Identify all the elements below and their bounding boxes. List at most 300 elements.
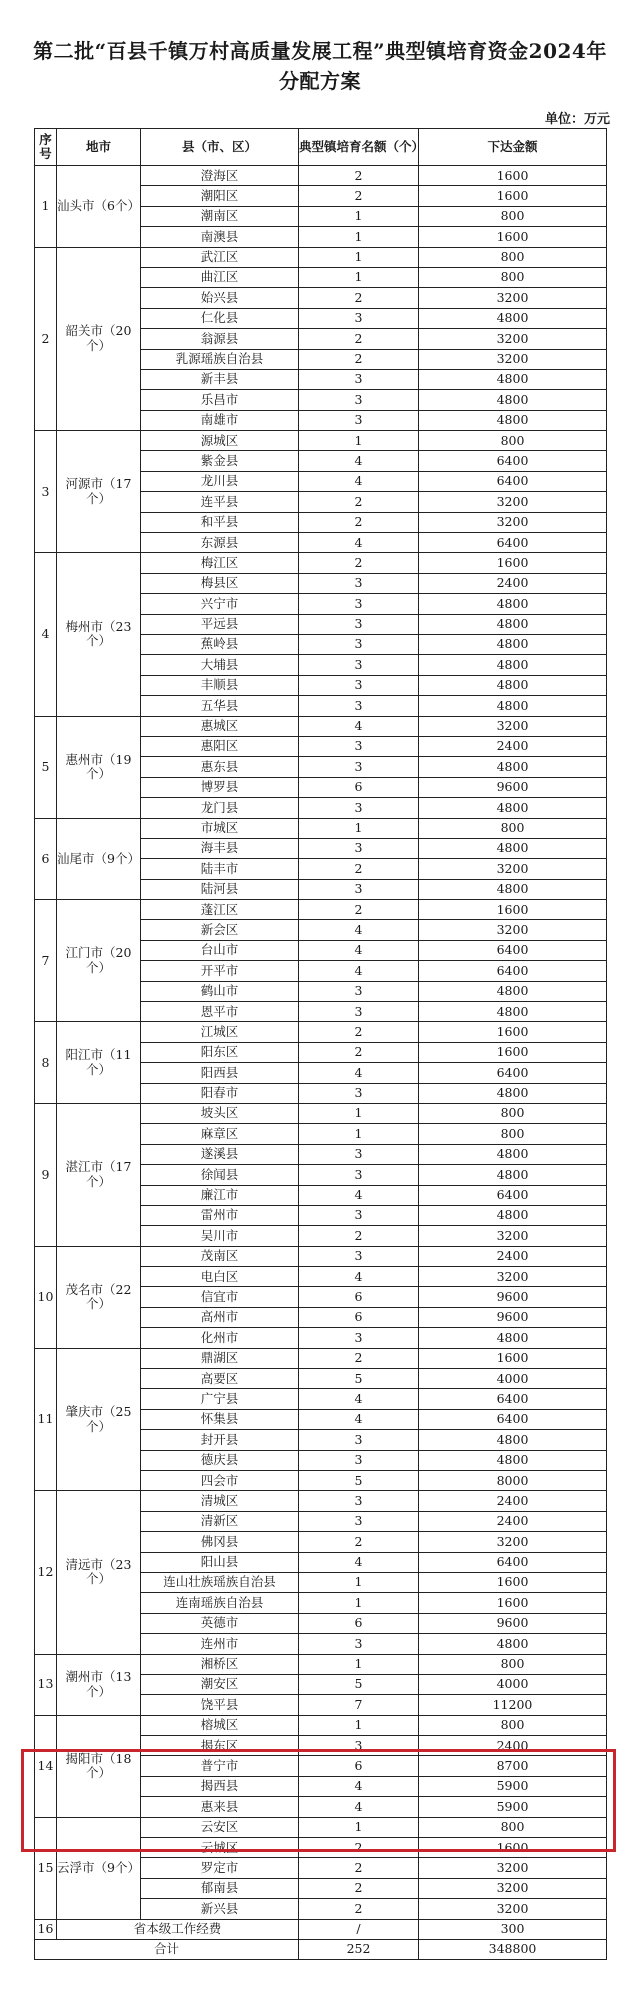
quota-cell: 2 bbox=[299, 1226, 419, 1246]
header-city: 地市 bbox=[57, 129, 141, 166]
quota-cell: 6 bbox=[299, 1307, 419, 1327]
quota-cell: 4 bbox=[299, 1776, 419, 1796]
amount-cell: 9600 bbox=[419, 1287, 607, 1307]
county-cell: 揭西县 bbox=[141, 1776, 299, 1796]
quota-cell: 4 bbox=[299, 471, 419, 491]
county-cell: 阳东区 bbox=[141, 1042, 299, 1062]
county-cell: 鼎湖区 bbox=[141, 1348, 299, 1368]
amount-cell: 3200 bbox=[419, 512, 607, 532]
city-cell: 揭阳市（18个） bbox=[57, 1715, 141, 1817]
amount-cell: 6400 bbox=[419, 1063, 607, 1083]
quota-cell: 1 bbox=[299, 206, 419, 226]
seq-cell: 7 bbox=[35, 900, 57, 1022]
table-row bbox=[35, 1022, 607, 1042]
county-cell: 吴川市 bbox=[141, 1226, 299, 1246]
amount-cell: 4800 bbox=[419, 1165, 607, 1185]
highlight-box-jieyang bbox=[21, 1749, 616, 1852]
county-cell: 始兴县 bbox=[141, 288, 299, 308]
amount-cell: 4800 bbox=[419, 879, 607, 899]
quota-cell: 1 bbox=[299, 1715, 419, 1735]
county-cell: 乳源瑶族自治县 bbox=[141, 349, 299, 369]
quota-cell: 1 bbox=[299, 431, 419, 451]
quota-cell: 2 bbox=[299, 512, 419, 532]
county-cell: 揭东区 bbox=[141, 1736, 299, 1756]
amount-cell: 1600 bbox=[419, 1593, 607, 1613]
amount-cell: 4800 bbox=[419, 675, 607, 695]
quota-cell: 3 bbox=[299, 1165, 419, 1185]
amount-cell: 800 bbox=[419, 247, 607, 267]
quota-cell: 4 bbox=[299, 1797, 419, 1817]
amount-cell: 4800 bbox=[419, 1450, 607, 1470]
quota-cell: 3 bbox=[299, 573, 419, 593]
amount-cell: 3200 bbox=[419, 716, 607, 736]
county-cell: 廉江市 bbox=[141, 1185, 299, 1205]
total-row bbox=[35, 1939, 607, 1959]
amount-cell: 3200 bbox=[419, 859, 607, 879]
quota-cell: 3 bbox=[299, 634, 419, 654]
quota-cell: 3 bbox=[299, 1511, 419, 1531]
table-row bbox=[35, 1654, 607, 1674]
quota-cell: 3 bbox=[299, 1450, 419, 1470]
amount-cell: 4800 bbox=[419, 369, 607, 389]
county-cell: 阳春市 bbox=[141, 1083, 299, 1103]
amount-cell: 6400 bbox=[419, 940, 607, 960]
quota-cell: 3 bbox=[299, 798, 419, 818]
quota-cell: 3 bbox=[299, 1328, 419, 1348]
header-seq: 序号 bbox=[35, 129, 57, 166]
quota-cell: 2 bbox=[299, 1042, 419, 1062]
table-row bbox=[35, 1348, 607, 1368]
city-cell: 河源市（17个） bbox=[57, 431, 141, 553]
table-row bbox=[35, 166, 607, 186]
county-cell: 恩平市 bbox=[141, 1002, 299, 1022]
county-cell: 连南瑶族自治县 bbox=[141, 1593, 299, 1613]
county-cell: 蓬江区 bbox=[141, 900, 299, 920]
quota-cell: 4 bbox=[299, 451, 419, 471]
quota-cell: 4 bbox=[299, 1389, 419, 1409]
county-cell: 龙川县 bbox=[141, 471, 299, 491]
quota-cell: 4 bbox=[299, 1063, 419, 1083]
quota-cell: 4 bbox=[299, 961, 419, 981]
county-cell: 五华县 bbox=[141, 696, 299, 716]
county-cell: 潮阳区 bbox=[141, 186, 299, 206]
seq-cell: 13 bbox=[35, 1654, 57, 1715]
table-header-row bbox=[35, 129, 607, 166]
county-cell: 连州市 bbox=[141, 1634, 299, 1654]
county-cell: 梅县区 bbox=[141, 573, 299, 593]
county-cell: 德庆县 bbox=[141, 1450, 299, 1470]
quota-cell: 4 bbox=[299, 940, 419, 960]
amount-cell: 4800 bbox=[419, 1002, 607, 1022]
amount-cell: 3200 bbox=[419, 1267, 607, 1287]
amount-cell: 2400 bbox=[419, 573, 607, 593]
quota-cell: 3 bbox=[299, 838, 419, 858]
provincial-row bbox=[35, 1919, 607, 1939]
amount-cell: 300 bbox=[419, 1919, 607, 1939]
quota-cell: 2 bbox=[299, 1532, 419, 1552]
amount-cell: 1600 bbox=[419, 166, 607, 186]
county-cell: 清新区 bbox=[141, 1511, 299, 1531]
city-cell: 清远市（23个） bbox=[57, 1491, 141, 1654]
amount-cell: 5900 bbox=[419, 1797, 607, 1817]
amount-cell: 3200 bbox=[419, 1878, 607, 1898]
amount-cell: 3200 bbox=[419, 329, 607, 349]
seq-cell: 6 bbox=[35, 818, 57, 900]
amount-cell: 4800 bbox=[419, 757, 607, 777]
amount-cell: 1600 bbox=[419, 900, 607, 920]
quota-cell: / bbox=[299, 1919, 419, 1939]
quota-cell: 3 bbox=[299, 981, 419, 1001]
county-cell: 南雄市 bbox=[141, 410, 299, 430]
amount-cell: 3200 bbox=[419, 288, 607, 308]
amount-cell: 800 bbox=[419, 1715, 607, 1735]
quota-cell: 2 bbox=[299, 1858, 419, 1878]
amount-cell: 4800 bbox=[419, 1144, 607, 1164]
county-cell: 新丰县 bbox=[141, 369, 299, 389]
county-cell: 化州市 bbox=[141, 1328, 299, 1348]
county-cell: 普宁市 bbox=[141, 1756, 299, 1776]
county-cell: 澄海区 bbox=[141, 166, 299, 186]
county-cell: 高要区 bbox=[141, 1369, 299, 1389]
provincial-label: 省本级工作经费 bbox=[57, 1919, 299, 1939]
county-cell: 四会市 bbox=[141, 1471, 299, 1491]
county-cell: 雷州市 bbox=[141, 1205, 299, 1225]
quota-cell: 3 bbox=[299, 614, 419, 634]
amount-cell: 4000 bbox=[419, 1369, 607, 1389]
quota-cell: 2 bbox=[299, 349, 419, 369]
amount-cell: 1600 bbox=[419, 1348, 607, 1368]
header-quota: 典型镇培育名额（个） bbox=[299, 129, 419, 166]
city-cell: 汕尾市（9个） bbox=[57, 818, 141, 900]
amount-cell: 6400 bbox=[419, 533, 607, 553]
quota-cell: 3 bbox=[299, 1430, 419, 1450]
allocation-table bbox=[34, 128, 607, 1960]
amount-cell: 9600 bbox=[419, 1307, 607, 1327]
quota-cell: 3 bbox=[299, 1634, 419, 1654]
amount-cell: 1600 bbox=[419, 553, 607, 573]
amount-cell: 800 bbox=[419, 267, 607, 287]
quota-cell: 3 bbox=[299, 736, 419, 756]
quota-cell: 2 bbox=[299, 329, 419, 349]
county-cell: 饶平县 bbox=[141, 1695, 299, 1715]
county-cell: 丰顺县 bbox=[141, 675, 299, 695]
county-cell: 新兴县 bbox=[141, 1899, 299, 1919]
county-cell: 武江区 bbox=[141, 247, 299, 267]
seq-cell: 11 bbox=[35, 1348, 57, 1491]
quota-cell: 2 bbox=[299, 1899, 419, 1919]
amount-cell: 800 bbox=[419, 818, 607, 838]
seq-cell: 4 bbox=[35, 553, 57, 716]
amount-cell: 800 bbox=[419, 1817, 607, 1837]
county-cell: 和平县 bbox=[141, 512, 299, 532]
quota-cell: 2 bbox=[299, 288, 419, 308]
county-cell: 兴宁市 bbox=[141, 594, 299, 614]
quota-cell: 2 bbox=[299, 1838, 419, 1858]
amount-cell: 4800 bbox=[419, 696, 607, 716]
city-cell: 江门市（20个） bbox=[57, 900, 141, 1022]
quota-cell: 3 bbox=[299, 390, 419, 410]
table-row bbox=[35, 431, 607, 451]
seq-cell: 14 bbox=[35, 1715, 57, 1817]
quota-cell: 3 bbox=[299, 1205, 419, 1225]
amount-cell: 11200 bbox=[419, 1695, 607, 1715]
quota-cell: 5 bbox=[299, 1471, 419, 1491]
amount-cell: 3200 bbox=[419, 920, 607, 940]
county-cell: 封开县 bbox=[141, 1430, 299, 1450]
amount-cell: 800 bbox=[419, 1103, 607, 1123]
county-cell: 潮安区 bbox=[141, 1674, 299, 1694]
quota-cell: 2 bbox=[299, 1348, 419, 1368]
county-cell: 蕉岭县 bbox=[141, 634, 299, 654]
county-cell: 源城区 bbox=[141, 431, 299, 451]
county-cell: 湘桥区 bbox=[141, 1654, 299, 1674]
seq-cell: 5 bbox=[35, 716, 57, 818]
amount-cell: 4800 bbox=[419, 1328, 607, 1348]
unit-label: 单位：万元 bbox=[544, 112, 610, 127]
county-cell: 佛冈县 bbox=[141, 1532, 299, 1552]
county-cell: 坡头区 bbox=[141, 1103, 299, 1123]
county-cell: 鹤山市 bbox=[141, 981, 299, 1001]
county-cell: 英德市 bbox=[141, 1613, 299, 1633]
amount-cell: 4800 bbox=[419, 981, 607, 1001]
quota-cell: 2 bbox=[299, 166, 419, 186]
county-cell: 郁南县 bbox=[141, 1878, 299, 1898]
quota-cell: 3 bbox=[299, 675, 419, 695]
quota-cell: 6 bbox=[299, 1287, 419, 1307]
county-cell: 东源县 bbox=[141, 533, 299, 553]
quota-cell: 3 bbox=[299, 1491, 419, 1511]
quota-cell: 4 bbox=[299, 1267, 419, 1287]
county-cell: 海丰县 bbox=[141, 838, 299, 858]
county-cell: 惠阳区 bbox=[141, 736, 299, 756]
table-row bbox=[35, 1103, 607, 1123]
county-cell: 罗定市 bbox=[141, 1858, 299, 1878]
quota-cell: 3 bbox=[299, 655, 419, 675]
county-cell: 茂南区 bbox=[141, 1246, 299, 1266]
table-row bbox=[35, 247, 607, 267]
amount-cell: 4800 bbox=[419, 1083, 607, 1103]
county-cell: 惠城区 bbox=[141, 716, 299, 736]
quota-cell: 5 bbox=[299, 1674, 419, 1694]
amount-cell: 1600 bbox=[419, 186, 607, 206]
amount-cell: 4800 bbox=[419, 634, 607, 654]
county-cell: 清城区 bbox=[141, 1491, 299, 1511]
county-cell: 陆丰市 bbox=[141, 859, 299, 879]
county-cell: 江城区 bbox=[141, 1022, 299, 1042]
table-body bbox=[35, 166, 607, 1960]
quota-cell: 4 bbox=[299, 1552, 419, 1572]
amount-cell: 6400 bbox=[419, 1389, 607, 1409]
county-cell: 高州市 bbox=[141, 1307, 299, 1327]
county-cell: 徐闻县 bbox=[141, 1165, 299, 1185]
amount-cell: 4800 bbox=[419, 655, 607, 675]
county-cell: 潮南区 bbox=[141, 206, 299, 226]
amount-cell: 1600 bbox=[419, 1022, 607, 1042]
city-cell: 阳江市（11个） bbox=[57, 1022, 141, 1104]
city-cell: 肇庆市（25个） bbox=[57, 1348, 141, 1491]
quota-cell: 1 bbox=[299, 1593, 419, 1613]
amount-cell: 2400 bbox=[419, 1246, 607, 1266]
quota-cell: 1 bbox=[299, 1103, 419, 1123]
county-cell: 信宜市 bbox=[141, 1287, 299, 1307]
quota-cell: 3 bbox=[299, 369, 419, 389]
amount-cell: 4800 bbox=[419, 1634, 607, 1654]
county-cell: 遂溪县 bbox=[141, 1144, 299, 1164]
quota-cell: 2 bbox=[299, 1022, 419, 1042]
amount-cell: 9600 bbox=[419, 1613, 607, 1633]
table-row bbox=[35, 716, 607, 736]
amount-cell: 3200 bbox=[419, 349, 607, 369]
quota-cell: 3 bbox=[299, 1736, 419, 1756]
county-cell: 陆河县 bbox=[141, 879, 299, 899]
amount-cell: 4800 bbox=[419, 1205, 607, 1225]
amount-cell: 4800 bbox=[419, 390, 607, 410]
quota-cell: 3 bbox=[299, 410, 419, 430]
amount-cell: 8700 bbox=[419, 1756, 607, 1776]
county-cell: 电白区 bbox=[141, 1267, 299, 1287]
city-cell: 汕头市（6个） bbox=[57, 166, 141, 248]
document-title: 第二批“百县千镇万村高质量发展工程”典型镇培育资金2024年分配方案 bbox=[33, 39, 607, 93]
amount-cell: 4800 bbox=[419, 1430, 607, 1450]
quota-cell: 4 bbox=[299, 1185, 419, 1205]
county-cell: 紫金县 bbox=[141, 451, 299, 471]
seq-cell: 2 bbox=[35, 247, 57, 431]
table-row bbox=[35, 1491, 607, 1511]
county-cell: 开平市 bbox=[141, 961, 299, 981]
quota-cell: 4 bbox=[299, 716, 419, 736]
quota-cell: 2 bbox=[299, 492, 419, 512]
table-row bbox=[35, 1715, 607, 1735]
header-county: 县（市、区） bbox=[141, 129, 299, 166]
amount-cell: 4000 bbox=[419, 1674, 607, 1694]
city-cell: 茂名市（22个） bbox=[57, 1246, 141, 1348]
quota-cell: 3 bbox=[299, 757, 419, 777]
county-cell: 梅江区 bbox=[141, 553, 299, 573]
amount-cell: 800 bbox=[419, 1124, 607, 1144]
city-cell: 韶关市（20个） bbox=[57, 247, 141, 431]
quota-cell: 2 bbox=[299, 900, 419, 920]
amount-cell: 1600 bbox=[419, 1042, 607, 1062]
amount-cell: 6400 bbox=[419, 961, 607, 981]
county-cell: 广宁县 bbox=[141, 1389, 299, 1409]
amount-cell: 3200 bbox=[419, 1226, 607, 1246]
quota-cell: 6 bbox=[299, 1756, 419, 1776]
county-cell: 新会区 bbox=[141, 920, 299, 940]
amount-cell: 2400 bbox=[419, 736, 607, 756]
quota-cell: 6 bbox=[299, 1613, 419, 1633]
county-cell: 大埔县 bbox=[141, 655, 299, 675]
quota-cell: 2 bbox=[299, 186, 419, 206]
amount-cell: 800 bbox=[419, 206, 607, 226]
amount-cell: 3200 bbox=[419, 1532, 607, 1552]
county-cell: 曲江区 bbox=[141, 267, 299, 287]
county-cell: 仁化县 bbox=[141, 308, 299, 328]
seq-cell: 8 bbox=[35, 1022, 57, 1104]
quota-cell: 1 bbox=[299, 1654, 419, 1674]
county-cell: 乐昌市 bbox=[141, 390, 299, 410]
quota-cell: 2 bbox=[299, 553, 419, 573]
quota-cell: 3 bbox=[299, 1246, 419, 1266]
county-cell: 平远县 bbox=[141, 614, 299, 634]
county-cell: 惠东县 bbox=[141, 757, 299, 777]
county-cell: 榕城区 bbox=[141, 1715, 299, 1735]
quota-cell: 3 bbox=[299, 1002, 419, 1022]
county-cell: 阳西县 bbox=[141, 1063, 299, 1083]
table-row bbox=[35, 818, 607, 838]
amount-cell: 800 bbox=[419, 1654, 607, 1674]
county-cell: 连平县 bbox=[141, 492, 299, 512]
amount-cell: 9600 bbox=[419, 777, 607, 797]
amount-cell: 4800 bbox=[419, 308, 607, 328]
seq-cell: 10 bbox=[35, 1246, 57, 1348]
county-cell: 翁源县 bbox=[141, 329, 299, 349]
city-cell: 梅州市（23个） bbox=[57, 553, 141, 716]
quota-cell: 1 bbox=[299, 267, 419, 287]
amount-cell: 6400 bbox=[419, 471, 607, 491]
quota-cell: 5 bbox=[299, 1369, 419, 1389]
county-cell: 连山壮族瑶族自治县 bbox=[141, 1572, 299, 1592]
quota-cell: 3 bbox=[299, 1083, 419, 1103]
seq-cell: 1 bbox=[35, 166, 57, 248]
quota-cell: 1 bbox=[299, 1572, 419, 1592]
seq-cell: 15 bbox=[35, 1817, 57, 1919]
amount-cell: 5900 bbox=[419, 1776, 607, 1796]
amount-cell: 2400 bbox=[419, 1491, 607, 1511]
quota-cell: 1 bbox=[299, 227, 419, 247]
seq-cell: 3 bbox=[35, 431, 57, 553]
quota-cell: 1 bbox=[299, 1124, 419, 1144]
quota-cell: 3 bbox=[299, 308, 419, 328]
amount-cell: 8000 bbox=[419, 1471, 607, 1491]
quota-cell: 2 bbox=[299, 859, 419, 879]
amount-cell: 800 bbox=[419, 431, 607, 451]
county-cell: 台山市 bbox=[141, 940, 299, 960]
total-label: 合计 bbox=[35, 1939, 299, 1959]
quota-cell: 1 bbox=[299, 247, 419, 267]
county-cell: 云安区 bbox=[141, 1817, 299, 1837]
table-row bbox=[35, 553, 607, 573]
amount-cell: 1600 bbox=[419, 227, 607, 247]
quota-cell: 6 bbox=[299, 777, 419, 797]
county-cell: 市城区 bbox=[141, 818, 299, 838]
quota-cell: 1 bbox=[299, 1817, 419, 1837]
seq-cell: 12 bbox=[35, 1491, 57, 1654]
amount-cell: 2400 bbox=[419, 1736, 607, 1756]
quota-cell: 3 bbox=[299, 879, 419, 899]
amount-cell: 6400 bbox=[419, 1552, 607, 1572]
seq-cell: 9 bbox=[35, 1103, 57, 1246]
county-cell: 阳山县 bbox=[141, 1552, 299, 1572]
quota-cell: 4 bbox=[299, 920, 419, 940]
county-cell: 博罗县 bbox=[141, 777, 299, 797]
quota-cell: 3 bbox=[299, 1144, 419, 1164]
city-cell: 潮州市（13个） bbox=[57, 1654, 141, 1715]
quota-cell: 4 bbox=[299, 533, 419, 553]
table-row bbox=[35, 900, 607, 920]
amount-cell: 2400 bbox=[419, 1511, 607, 1531]
county-cell: 龙门县 bbox=[141, 798, 299, 818]
amount-cell: 4800 bbox=[419, 410, 607, 430]
amount-cell: 1600 bbox=[419, 1572, 607, 1592]
total-amount: 348800 bbox=[419, 1939, 607, 1959]
amount-cell: 3200 bbox=[419, 492, 607, 512]
amount-cell: 3200 bbox=[419, 1899, 607, 1919]
county-cell: 惠来县 bbox=[141, 1797, 299, 1817]
quota-cell: 7 bbox=[299, 1695, 419, 1715]
amount-cell: 4800 bbox=[419, 594, 607, 614]
header-amount: 下达金额 bbox=[419, 129, 607, 166]
city-cell: 惠州市（19个） bbox=[57, 716, 141, 818]
